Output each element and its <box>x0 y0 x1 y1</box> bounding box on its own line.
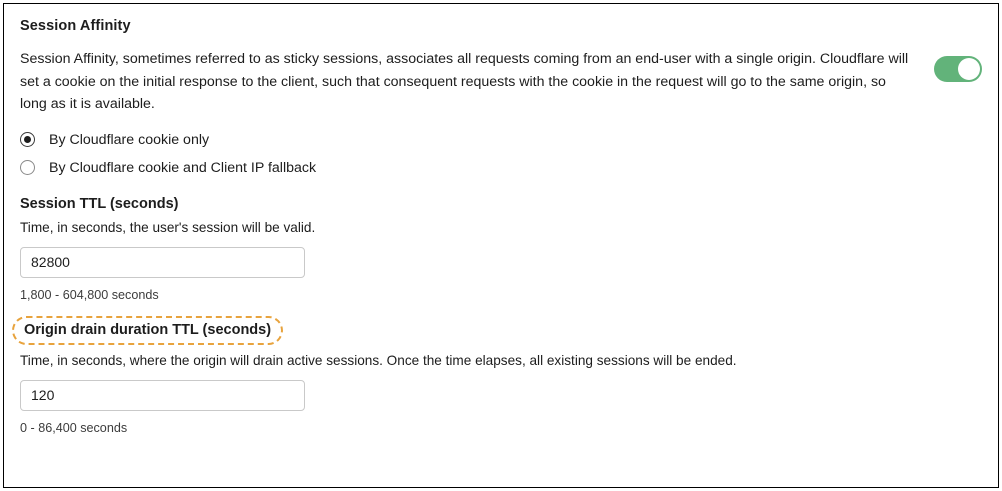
origin-drain-ttl-range-hint: 0 - 86,400 seconds <box>20 420 128 435</box>
toggle-knob <box>958 58 980 80</box>
page-title: Session Affinity <box>20 18 131 34</box>
session-ttl-input[interactable] <box>20 247 305 278</box>
radio-icon[interactable] <box>20 160 35 175</box>
session-ttl-range-hint: 1,800 - 604,800 seconds <box>20 287 159 302</box>
origin-drain-ttl-label: Origin drain duration TTL (seconds) <box>12 316 283 345</box>
radio-icon[interactable] <box>20 132 35 147</box>
session-ttl-label: Session TTL (seconds) <box>20 195 179 212</box>
session-affinity-panel <box>3 3 999 488</box>
section-description: Session Affinity, sometimes referred to as sticky sessions, associates all requests coming from an end-user with a single origin. Cloudflare will set a cookie on the initial response to the client, such that consequent requests with the cookie in the request will go to the same origin, so long as it is available. <box>20 51 909 112</box>
origin-drain-ttl-input[interactable] <box>20 380 305 411</box>
session-affinity-toggle[interactable] <box>934 56 982 82</box>
radio-label: By Cloudflare cookie only <box>49 131 210 148</box>
session-ttl-help: Time, in seconds, the user's session will be valid. <box>20 219 316 235</box>
origin-drain-ttl-help: Time, in seconds, where the origin will drain active sessions. Once the time elapses, all existing sessions will be ended. <box>20 352 737 368</box>
radio-option-cookie-only[interactable] <box>20 132 982 148</box>
radio-option-cookie-and-ip[interactable] <box>20 160 982 176</box>
radio-label: By Cloudflare cookie and Client IP fallback <box>49 159 317 176</box>
